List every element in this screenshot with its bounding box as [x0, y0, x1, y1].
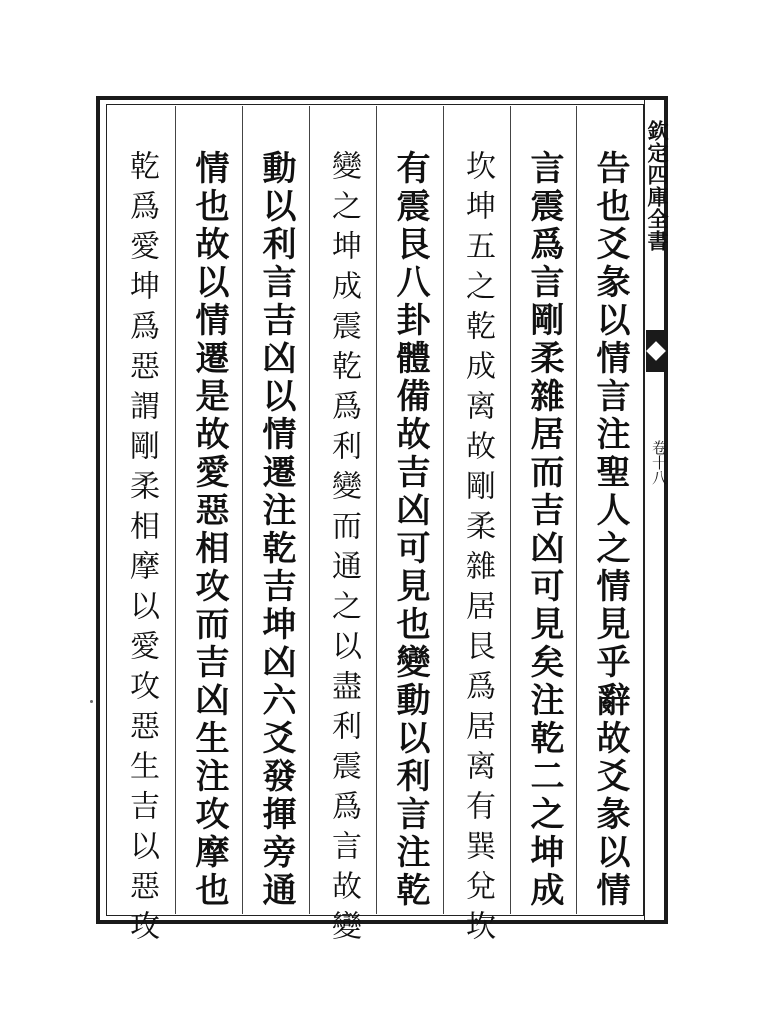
fish-tail-mark [646, 330, 666, 372]
text-column-1 [576, 106, 642, 914]
column-text: 有震艮八卦體備故吉凶可見也變動以利言注乾 [390, 150, 430, 910]
text-column-8 [108, 106, 174, 950]
margin-volume-number: 卷十八 [650, 440, 668, 485]
margin-book-title: 欽定四庫全書 [645, 120, 670, 252]
stray-mark [90, 700, 93, 703]
column-text: 情也故以情遷是故愛惡相攻而吉凶生注攻摩也 [189, 150, 229, 910]
text-column-6 [242, 106, 308, 914]
text-body [108, 106, 642, 950]
text-column-2 [510, 106, 576, 914]
text-column-3 [443, 106, 509, 950]
text-column-7 [175, 106, 241, 914]
column-text: 坎坤五之乾成离故剛柔雜居艮爲居离有巽兌坎 [460, 150, 495, 950]
column-text: 乾爲愛坤爲惡謂剛柔相摩以愛攻惡生吉以惡攻 [124, 150, 159, 950]
column-text: 變之坤成震乾爲利變而通之以盡利震爲言故變 [326, 150, 361, 950]
column-text: 言震爲言剛柔雜居而吉凶可見矣注乾二之坤成 [524, 150, 564, 910]
column-text: 告也爻彖以情言注聖人之情見乎辭故爻彖以情 [590, 150, 630, 910]
text-column-5 [309, 106, 375, 950]
column-text: 動以利言吉凶以情遷注乾吉坤凶六爻發揮旁通 [256, 150, 296, 910]
text-column-4 [376, 106, 442, 914]
